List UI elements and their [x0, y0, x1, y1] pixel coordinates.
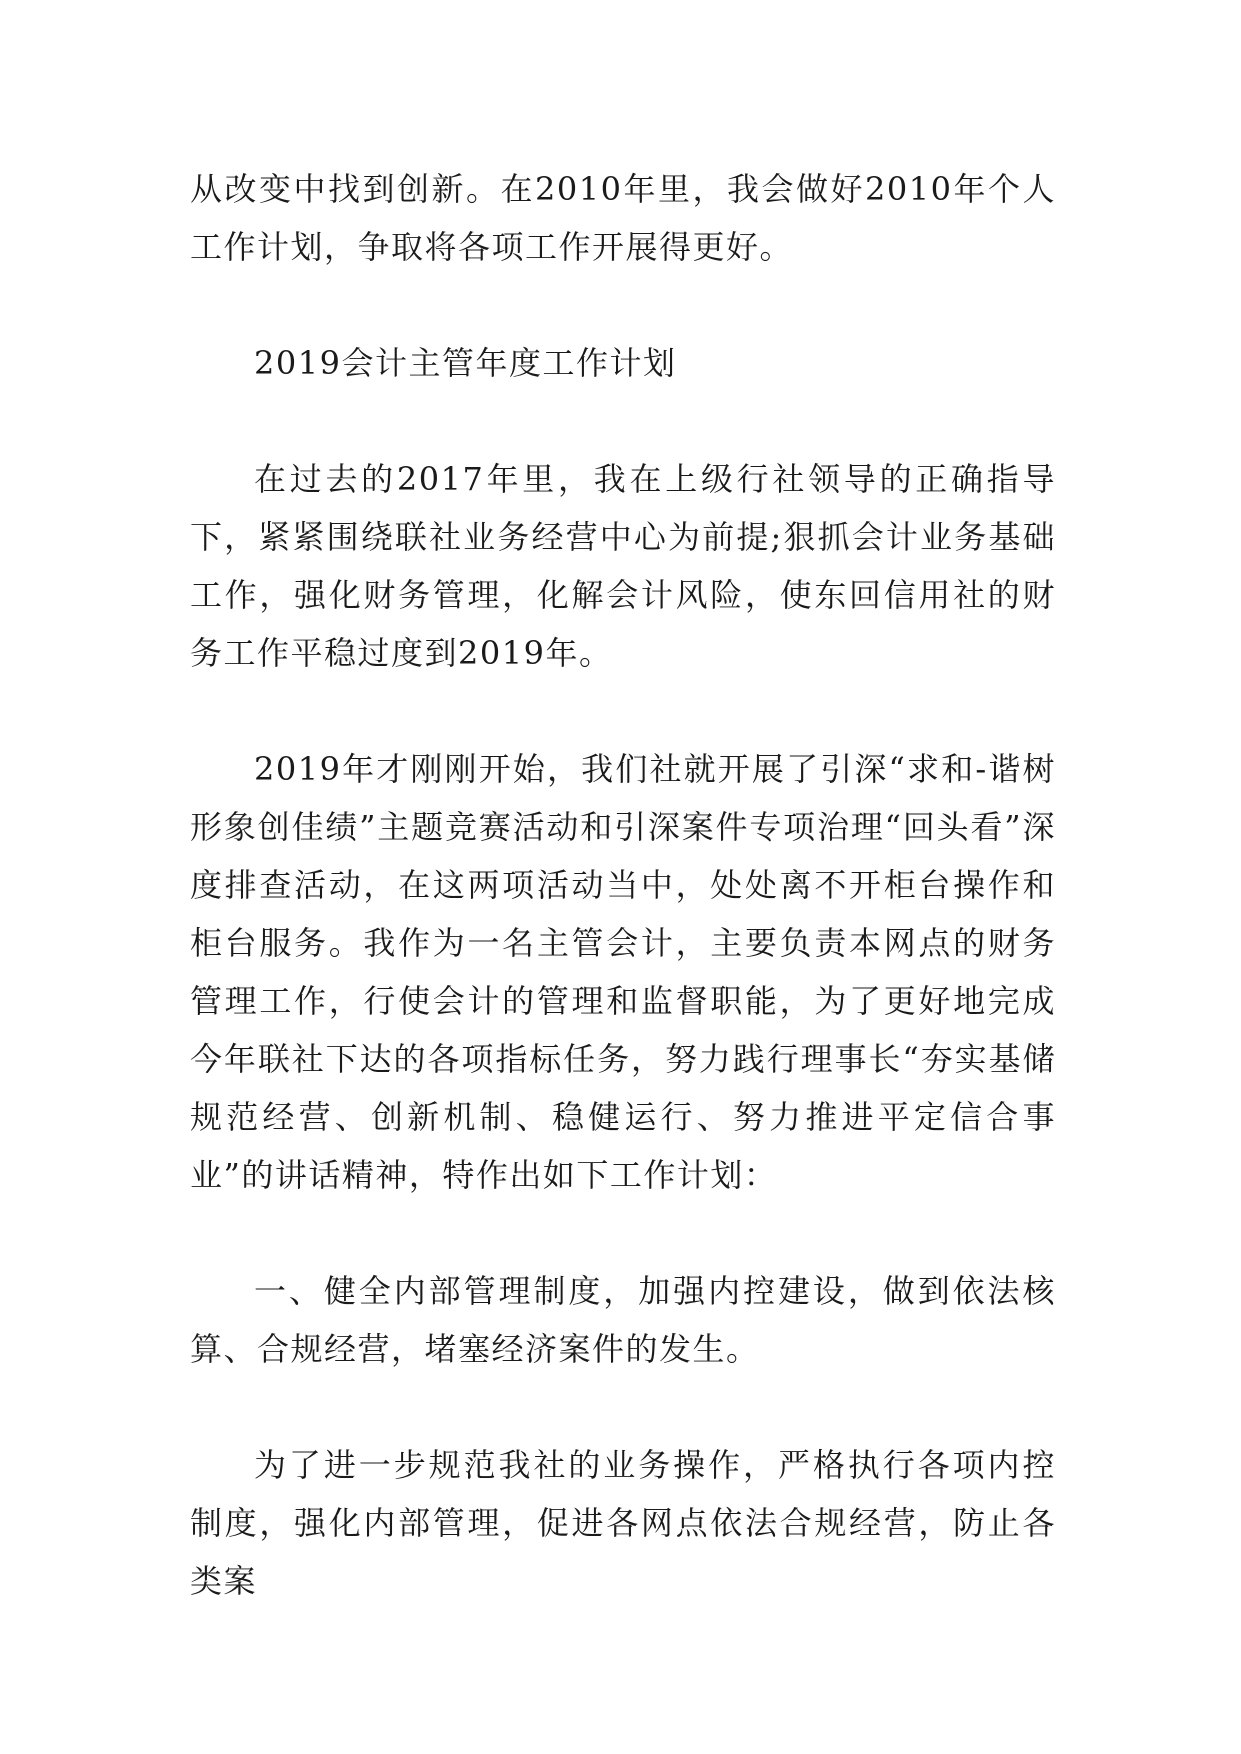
- document-body: [190, 160, 1056, 1610]
- paragraph: 为了进一步规范我社的业务操作，严格执行各项内控制度，强化内部管理，促进各网点依法合规经营，防止各类案: [190, 1446, 1056, 1600]
- section-title: 2019会计主管年度工作计划: [254, 344, 677, 382]
- paragraph-heading-one: 一、健全内部管理制度，加强内控建设，做到依法核算、合规经营，堵塞经济案件的发生。: [190, 1272, 1056, 1368]
- paragraph-continued: 从改变中找到创新。在2010年里，我会做好2010年个人工作计划，争取将各项工作开展得更好。: [190, 170, 1056, 266]
- paragraph: 2019年才刚刚开始，我们社就开展了引深“求和-谐树形象创佳绩”主题竞赛活动和引深案件专项治理“回头看”深度排查活动，在这两项活动当中，处处离不开柜台操作和柜台服务。我作为一名主管会计，主要负责本网点的财务管理工作，行使会计的管理和监督职能，为了更好地完成今年联社下达的各项指标任务，努力践行理事长“夯实基储规范经营、创新机制、稳健运行、努力推进平定信合事业”的讲话精神，特作出如下工作计划：: [190, 750, 1056, 1194]
- paragraph: 在过去的2017年里，我在上级行社领导的正确指导下，紧紧围绕联社业务经营中心为前提;狠抓会计业务基础工作，强化财务管理，化解会计风险，使东回信用社的财务工作平稳过度到2019年。: [190, 460, 1056, 672]
